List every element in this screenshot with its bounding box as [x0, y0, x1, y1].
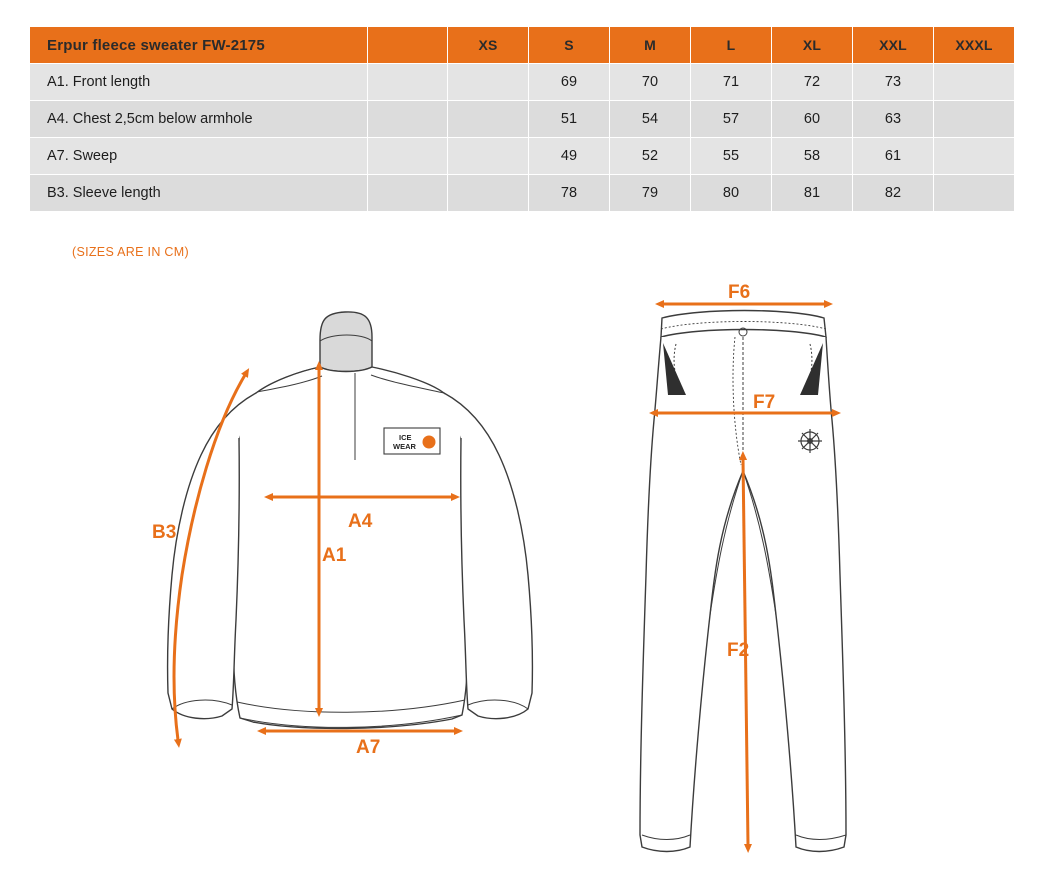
- cell-a1-m: 70: [610, 64, 691, 101]
- cell-b3-xxl: 82: [853, 175, 934, 212]
- label-b3: B3: [152, 522, 177, 543]
- header-size-xl: XL: [772, 27, 853, 64]
- cell-a4-xs: [448, 101, 529, 138]
- label-a7: A7: [356, 737, 381, 758]
- row-label-b3: B3. Sleeve length: [30, 175, 368, 212]
- header-product-name: Erpur fleece sweater FW-2175: [30, 27, 368, 64]
- cell-a4-l: 57: [691, 101, 772, 138]
- measure-f2: [727, 459, 749, 845]
- table-row: [30, 64, 1015, 101]
- cell-a7-m: 52: [610, 138, 691, 175]
- label-a4: A4: [348, 511, 373, 532]
- cell-a4-xxl: 63: [853, 101, 934, 138]
- measure-f6: [663, 282, 825, 304]
- cell-b3-xs: [448, 175, 529, 212]
- cell-b3-m: 79: [610, 175, 691, 212]
- row-label-a1: A1. Front length: [30, 64, 368, 101]
- cell-a1-xxxl: [934, 64, 1015, 101]
- cell-a7-xxl: 61: [853, 138, 934, 175]
- size-table-header: [30, 27, 1015, 64]
- svg-text:WEAR: WEAR: [393, 442, 416, 451]
- label-f2: F2: [727, 640, 750, 661]
- table-row: [30, 138, 1015, 175]
- cell-a4-s: 51: [529, 101, 610, 138]
- header-size-m: M: [610, 27, 691, 64]
- cell-a7-l: 55: [691, 138, 772, 175]
- units-note: (SIZES ARE IN CM): [72, 245, 189, 259]
- cell-a7-blank: [368, 138, 448, 175]
- header-size-xxxl: XXXL: [934, 27, 1015, 64]
- row-label-a7: A7. Sweep: [30, 138, 368, 175]
- svg-text:ICE: ICE: [399, 433, 412, 442]
- table-header-row: [30, 27, 1015, 64]
- garment-diagrams-svg: [0, 275, 1039, 894]
- cell-a7-s: 49: [529, 138, 610, 175]
- row-label-a4: A4. Chest 2,5cm below armhole: [30, 101, 368, 138]
- cell-b3-blank: [368, 175, 448, 212]
- measure-a7: [265, 731, 455, 758]
- cell-a1-xs: [448, 64, 529, 101]
- brand-logo: [384, 428, 440, 454]
- size-table-container: [29, 26, 1011, 212]
- size-table-body: [30, 64, 1015, 212]
- size-table: [29, 26, 1015, 212]
- label-f6: F6: [728, 282, 751, 303]
- cell-a7-xl: 58: [772, 138, 853, 175]
- cell-a4-blank: [368, 101, 448, 138]
- pants-illustration: [640, 311, 846, 852]
- cell-a4-xl: 60: [772, 101, 853, 138]
- header-blank: [368, 27, 448, 64]
- diagram-area: [0, 275, 1039, 894]
- cell-b3-xl: 81: [772, 175, 853, 212]
- cell-a7-xs: [448, 138, 529, 175]
- cell-a1-s: 69: [529, 64, 610, 101]
- label-f7: F7: [753, 392, 776, 413]
- header-size-s: S: [529, 27, 610, 64]
- cell-a1-xl: 72: [772, 64, 853, 101]
- header-size-xs: XS: [448, 27, 529, 64]
- table-row: [30, 101, 1015, 138]
- cell-a1-l: 71: [691, 64, 772, 101]
- cell-b3-l: 80: [691, 175, 772, 212]
- cell-b3-xxxl: [934, 175, 1015, 212]
- table-row: [30, 175, 1015, 212]
- header-size-xxl: XXL: [853, 27, 934, 64]
- cell-a4-xxxl: [934, 101, 1015, 138]
- cell-b3-s: 78: [529, 175, 610, 212]
- cell-a1-blank: [368, 64, 448, 101]
- cell-a7-xxxl: [934, 138, 1015, 175]
- cell-a1-xxl: 73: [853, 64, 934, 101]
- cell-a4-m: 54: [610, 101, 691, 138]
- label-a1: A1: [322, 545, 347, 566]
- header-size-l: L: [691, 27, 772, 64]
